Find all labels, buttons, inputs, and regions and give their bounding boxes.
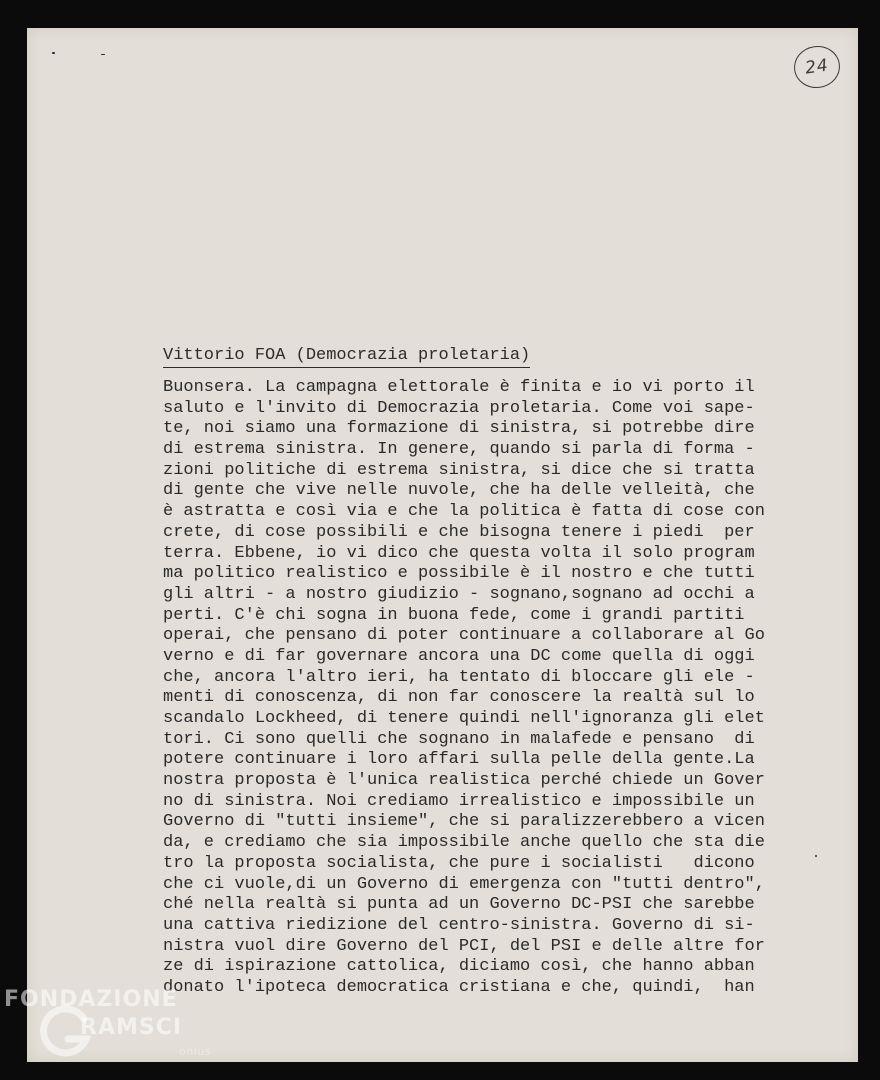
watermark-logo (4, 983, 244, 1079)
text-line: che ci vuole,di un Governo di emergenza con "tutti dentro", (163, 874, 765, 894)
text-line: donato l'ipoteca democratica cristiana e che, quindi, han (163, 977, 755, 997)
text-line: verno e di far governare ancora una DC come quella di oggi (163, 646, 755, 666)
text-line: ché nella realtà si punta ad un Governo DC-PSI che sarebbe (163, 895, 755, 915)
text-line: Buonsera. La campagna elettorale è finita e io vi porto il (163, 378, 755, 397)
text-line: saluto e l'invito di Democrazia proletaria. Come voi sape- (163, 398, 755, 418)
watermark-line1: FONDAZIONE (4, 987, 178, 1012)
text-line: tori. Ci sono quelli che sognano in malafede e pensano di (163, 729, 755, 749)
text-line: una cattiva riedizione del centro-sinistra. Governo di si- (163, 915, 755, 935)
text-line: operai, che pensano di poter continuare a collaborare al Go (163, 626, 765, 646)
transcript-body (163, 378, 823, 999)
text-line: tro la proposta socialista, che pure i socialisti dicono (163, 853, 755, 873)
text-line: di gente che vive nelle nuvole, che ha delle velleità, che (163, 481, 755, 501)
document-page (27, 28, 858, 1062)
text-line: scandalo Lockheed, di tenere quindi nell'ignoranza gli elet (163, 709, 765, 728)
text-line: potere continuare i loro affari sulla pelle della gente.La (163, 750, 755, 770)
text-line: ma politico realistico e possibile è il nostro e che tutti (163, 564, 755, 584)
text-line: da, e crediamo che sia impossibile anche quello che sta die (163, 833, 765, 853)
ink-speck (52, 52, 55, 54)
text-line: che, ancora l'altro ieri, ha tentato di bloccare gli ele - (163, 667, 755, 687)
text-line: zioni politiche di estrema sinistra, si dice che si tratta (163, 460, 755, 480)
speaker-heading: Vittorio FOA (Democrazia proletaria) (163, 345, 530, 368)
text-line: di estrema sinistra. In genere, quando si parla di forma - (163, 440, 755, 460)
text-line: nistra vuol dire Governo del PCI, del PSI e delle altre for (163, 936, 765, 956)
text-line: ze di ispirazione cattolica, diciamo così, che hanno abban (163, 957, 755, 977)
text-line: terra. Ebbene, io vi dico che questa volta il solo program (163, 543, 755, 563)
text-line: te, noi siamo una formazione di sinistra, si potrebbe dire (163, 419, 755, 439)
text-line: Governo di "tutti insieme", che si paralizzerebbero a vicen (163, 812, 765, 832)
watermark-subtitle: onlus (179, 1045, 211, 1058)
text-line: perti. C'è chi sogna in buona fede, come i grandi partiti (163, 605, 745, 625)
ink-speck (101, 54, 105, 55)
text-line: menti di conoscenza, di non far conoscere la realtà sul lo (163, 688, 755, 708)
text-line: gli altri - a nostro giudizio - sognano,sognano ad occhi a (163, 584, 755, 604)
text-line: no di sinistra. Noi crediamo irrealistico e impossibile un (163, 791, 755, 811)
text-line: crete, di cose possibili e che bisogna tenere i piedi per (163, 522, 755, 542)
text-line: nostra proposta è l'unica realistica perché chiede un Gover (163, 771, 765, 791)
watermark-line2: RAMSCI (80, 1015, 183, 1040)
text-line: è astratta e così via e che la politica è fatta di cose con (163, 502, 765, 522)
handwritten-page-number: 24 (791, 43, 842, 91)
